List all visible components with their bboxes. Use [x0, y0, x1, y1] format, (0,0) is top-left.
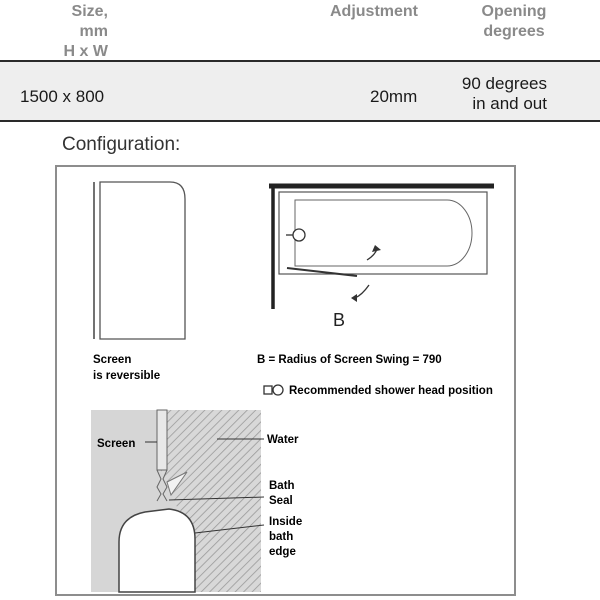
screen-note-line2: is reversible [93, 370, 161, 382]
row-opening-line1: 90 degrees [461, 74, 547, 93]
configuration-drawing [57, 167, 514, 594]
opening-header-line1: Opening [481, 3, 547, 20]
screen-note-line1: Screen [93, 354, 132, 366]
configuration-panel [55, 165, 516, 596]
shower-head-text: Recommended shower head position [289, 385, 493, 397]
detail-screen-label: Screen [97, 438, 136, 450]
detail-bath-seal-line2: Seal [269, 495, 293, 507]
shower-head-icon [293, 229, 305, 241]
detail-bath-seal-line1: Bath [269, 480, 295, 492]
detail-inside-line2: bath [269, 531, 294, 543]
row-opening [455, 74, 547, 114]
swing-radius-text: B = Radius of Screen Swing = 790 [257, 354, 442, 366]
size-header-line2: H x W [63, 43, 108, 60]
swing-label-b: B [333, 310, 346, 330]
bath-plan-view [269, 186, 494, 309]
detail-water-label: Water [267, 434, 299, 446]
row-opening-line2: in and out [472, 94, 547, 113]
opening-header-line2: degrees [483, 23, 545, 40]
size-header-line1: Size, mm [71, 3, 108, 40]
row-adjustment: 20mm [370, 87, 418, 106]
adjustment-header: Adjustment [330, 3, 418, 20]
size-header [40, 2, 108, 62]
opening-header [462, 2, 566, 42]
row-size: 1500 x 800 [20, 87, 105, 106]
shower-head-legend-icon [264, 385, 283, 395]
screen-elevation [94, 182, 185, 339]
detail-inside-line1: Inside [269, 516, 303, 528]
table-bottom-rule [0, 120, 600, 122]
detail-inside-line3: edge [269, 546, 296, 558]
configuration-title: Configuration: [62, 134, 181, 155]
